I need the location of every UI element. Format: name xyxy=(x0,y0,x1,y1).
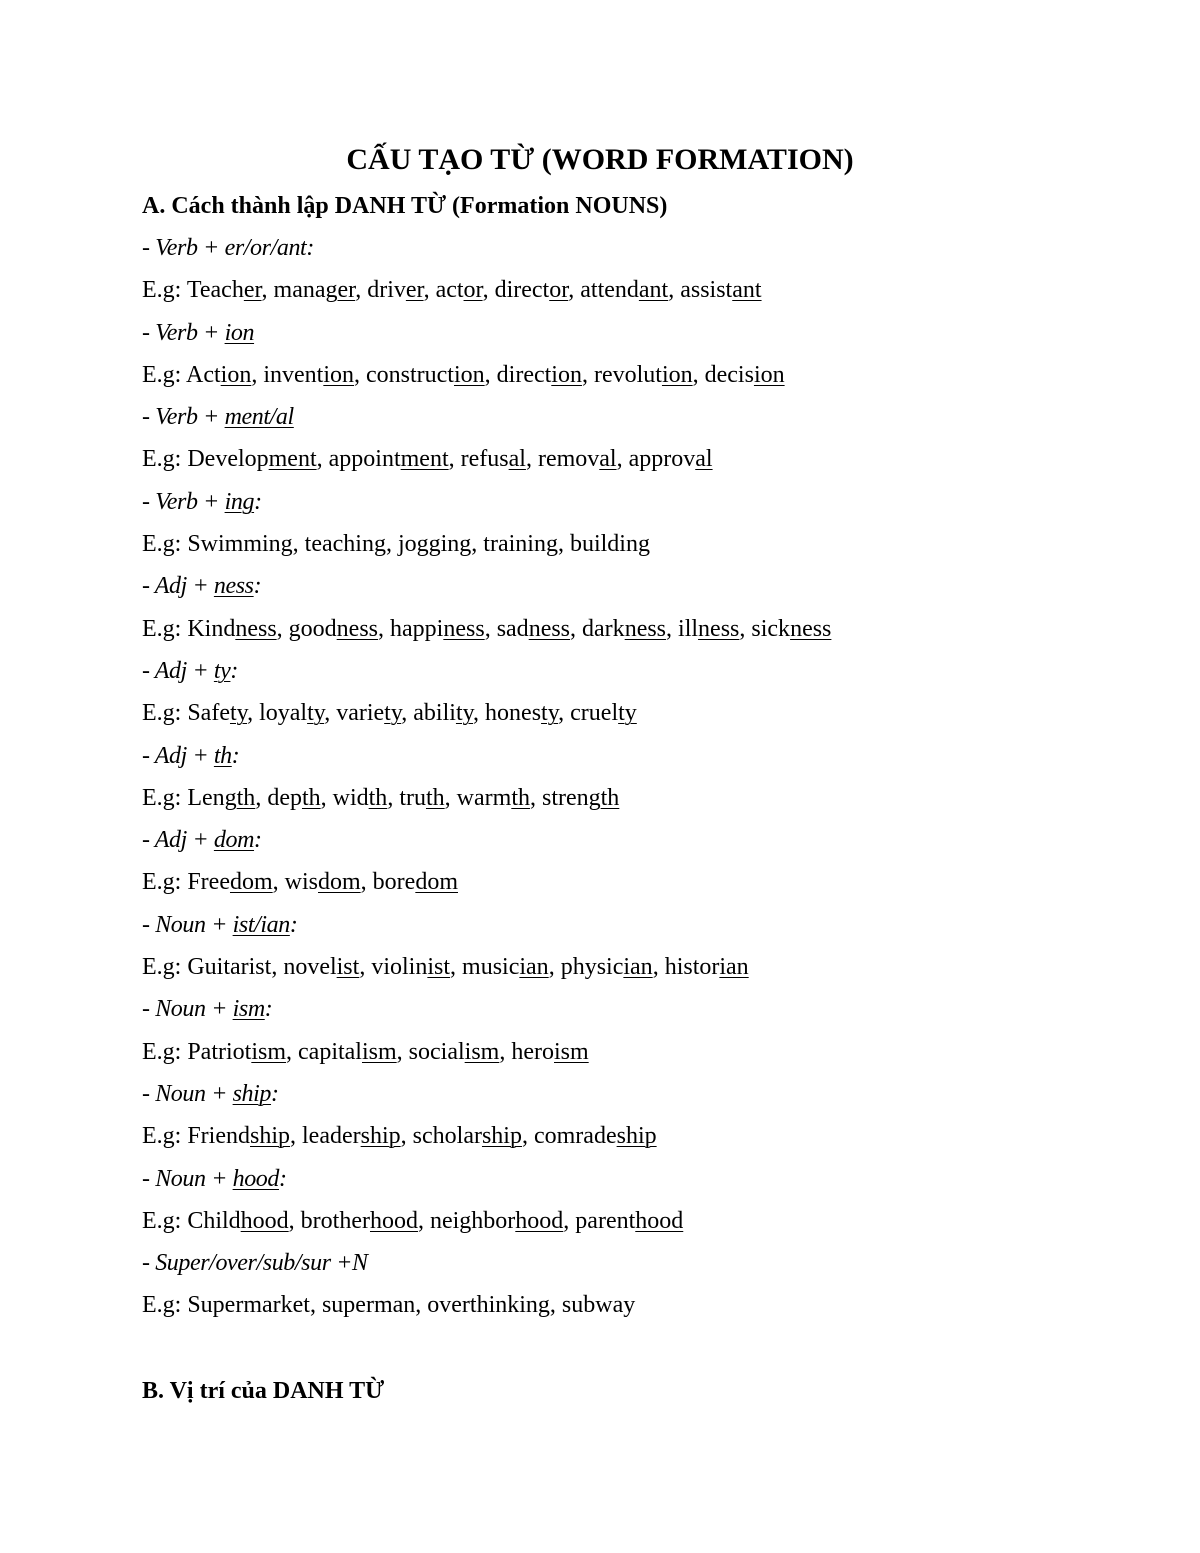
underlined-suffix: ion xyxy=(551,361,582,388)
underlined-suffix: ion xyxy=(323,361,354,388)
underlined-suffix: ism xyxy=(554,1038,589,1065)
underlined-suffix: dom xyxy=(213,827,255,854)
text-fragment: E.g: Patriot xyxy=(142,1038,252,1065)
underlined-suffix: ion xyxy=(453,361,485,388)
text-fragment: , abili xyxy=(401,700,456,727)
text-fragment: E.g: Child xyxy=(142,1207,241,1234)
underlined-suffix: ian xyxy=(623,954,653,981)
formation-rule xyxy=(142,401,1142,443)
example-line xyxy=(142,1289,1142,1331)
formation-list xyxy=(142,232,1142,1332)
example-line xyxy=(142,866,1142,908)
underlined-suffix: ship xyxy=(360,1123,401,1150)
text-fragment: , wid xyxy=(320,784,369,811)
text-fragment: , dep xyxy=(255,784,302,811)
underlined-suffix: ant xyxy=(638,277,669,304)
text-fragment: - Adj + xyxy=(142,827,214,854)
text-fragment: : xyxy=(230,657,239,684)
text-fragment: , varie xyxy=(324,700,385,727)
text-fragment: , wis xyxy=(272,869,318,896)
underlined-suffix: ment xyxy=(400,446,449,473)
text-fragment: , tru xyxy=(387,784,426,811)
example-line xyxy=(142,613,1142,655)
text-fragment: - Noun + xyxy=(142,1080,233,1107)
example-line xyxy=(142,1036,1142,1078)
underlined-suffix: th xyxy=(425,784,445,811)
formation-rule xyxy=(142,909,1142,951)
formation-rule xyxy=(142,317,1142,359)
text-fragment: , bore xyxy=(360,869,416,896)
text-fragment: - Verb + xyxy=(142,319,225,346)
underlined-suffix: ty xyxy=(455,700,474,727)
underlined-suffix: ist xyxy=(336,954,360,981)
underlined-suffix: ness xyxy=(443,615,485,642)
text-fragment: , remov xyxy=(525,446,600,473)
underlined-suffix: ion xyxy=(661,361,693,388)
text-fragment: E.g: Free xyxy=(142,869,230,896)
text-fragment: E.g: Leng xyxy=(142,784,237,811)
example-line xyxy=(142,359,1142,401)
text-fragment: : xyxy=(254,488,262,515)
text-fragment: , scholar xyxy=(400,1123,482,1150)
underlined-suffix: dom xyxy=(415,869,458,896)
underlined-suffix: ism xyxy=(361,1038,397,1065)
page-title: CẤU TẠO TỪ (WORD FORMATION) xyxy=(346,143,854,176)
underlined-suffix: ty xyxy=(307,700,325,727)
text-fragment: , good xyxy=(276,615,337,642)
underlined-suffix: ship xyxy=(616,1123,657,1150)
formation-rule xyxy=(142,486,1142,528)
underlined-suffix: ness xyxy=(336,615,379,642)
text-fragment: , construct xyxy=(354,361,454,388)
underlined-suffix: ness xyxy=(235,615,277,642)
text-fragment: , manag xyxy=(261,277,338,304)
underlined-suffix: dom xyxy=(318,869,361,896)
underlined-suffix: ment/al xyxy=(224,404,294,431)
underlined-suffix: ness xyxy=(624,615,667,642)
underlined-suffix: ion xyxy=(224,319,255,346)
underlined-suffix: ian xyxy=(519,954,549,981)
text-fragment: - Verb + er/or/ant: xyxy=(142,235,314,261)
underlined-suffix: ty xyxy=(618,700,637,727)
underlined-suffix: ness xyxy=(790,615,832,642)
text-fragment: , social xyxy=(396,1038,465,1065)
underlined-suffix: ment xyxy=(268,446,317,473)
text-fragment: - Adj + xyxy=(142,657,214,684)
underlined-suffix: al xyxy=(508,446,526,473)
formation-rule xyxy=(142,1247,1142,1289)
text-fragment: E.g: Develop xyxy=(142,446,269,473)
text-fragment: E.g: Act xyxy=(142,361,221,388)
underlined-suffix: hood xyxy=(635,1207,684,1234)
underlined-suffix: ness xyxy=(213,573,254,600)
underlined-suffix: th xyxy=(301,784,321,811)
underlined-suffix: ty xyxy=(229,700,248,727)
underlined-suffix: ist xyxy=(427,954,451,981)
text-fragment: : xyxy=(289,911,298,938)
text-fragment: E.g: Swimming, teaching, jogging, training, building xyxy=(142,531,650,558)
text-fragment: : xyxy=(231,742,240,769)
formation-rule xyxy=(142,655,1142,697)
underlined-suffix: ion xyxy=(753,361,785,388)
text-fragment: : xyxy=(254,827,262,854)
text-fragment: - Adj + xyxy=(142,742,214,769)
underlined-suffix: al xyxy=(695,446,713,473)
example-line xyxy=(142,782,1142,824)
text-fragment: E.g: Safe xyxy=(142,700,230,727)
text-fragment: , direct xyxy=(482,277,550,304)
text-fragment: : xyxy=(264,996,273,1023)
underlined-suffix: er xyxy=(243,277,262,304)
underlined-suffix: ism xyxy=(464,1038,500,1065)
text-fragment: , neighbor xyxy=(417,1207,516,1234)
text-fragment: , comrade xyxy=(521,1123,617,1150)
underlined-suffix: th xyxy=(213,742,232,769)
example-line xyxy=(142,443,1142,485)
example-line xyxy=(142,951,1142,993)
underlined-suffix: ship xyxy=(481,1123,522,1150)
text-fragment: , parent xyxy=(563,1207,636,1234)
text-fragment: , leader xyxy=(290,1123,361,1150)
text-fragment: , dark xyxy=(570,615,625,642)
text-fragment: E.g: Kind xyxy=(142,615,236,642)
section-a-heading: A. Cách thành lập DANH TỪ (Formation NOUNS) xyxy=(142,193,668,219)
underlined-suffix: al xyxy=(599,446,617,473)
text-fragment: , music xyxy=(450,954,520,981)
text-fragment: , streng xyxy=(529,784,601,811)
underlined-suffix: ness xyxy=(698,615,740,642)
text-fragment: , sick xyxy=(739,615,791,642)
text-fragment: , ill xyxy=(666,615,699,642)
text-fragment: , refus xyxy=(448,446,509,473)
underlined-suffix: hood xyxy=(232,1165,280,1192)
text-fragment: : xyxy=(271,1080,279,1107)
formation-rule xyxy=(142,232,1142,274)
underlined-suffix: or xyxy=(549,277,569,304)
underlined-suffix: hood xyxy=(240,1207,289,1234)
text-fragment: , act xyxy=(423,277,464,304)
text-fragment: , violin xyxy=(359,954,428,981)
formation-rule xyxy=(142,993,1142,1035)
underlined-suffix: th xyxy=(511,784,530,811)
text-fragment: - Noun + xyxy=(142,1165,233,1192)
underlined-suffix: hood xyxy=(515,1207,564,1234)
text-fragment: , hones xyxy=(473,700,542,727)
formation-rule xyxy=(142,1078,1142,1120)
underlined-suffix: ian xyxy=(719,954,749,981)
text-fragment: : xyxy=(253,573,262,600)
underlined-suffix: ness xyxy=(528,615,571,642)
underlined-suffix: ty xyxy=(541,700,559,727)
underlined-suffix: ist/ian xyxy=(232,911,290,938)
underlined-suffix: ship xyxy=(232,1080,272,1107)
formation-rule xyxy=(142,570,1142,612)
section-b-heading: B. Vị trí của DANH TỪ xyxy=(142,1378,385,1404)
underlined-suffix: ism xyxy=(251,1038,287,1065)
underlined-suffix: th xyxy=(600,784,620,811)
text-fragment: - Noun + xyxy=(142,996,233,1023)
underlined-suffix: ant xyxy=(732,277,762,304)
underlined-suffix: ship xyxy=(250,1123,291,1150)
text-fragment: , direct xyxy=(484,361,552,388)
underlined-suffix: hood xyxy=(369,1207,418,1234)
example-line xyxy=(142,528,1142,570)
text-fragment: - Verb + xyxy=(142,404,225,431)
underlined-suffix: ty xyxy=(384,700,402,727)
example-line xyxy=(142,1120,1142,1162)
text-fragment: E.g: Friend xyxy=(142,1123,250,1150)
text-fragment: , invent xyxy=(251,361,324,388)
text-fragment: , loyal xyxy=(247,700,308,727)
underlined-suffix: er xyxy=(337,277,356,304)
text-fragment: , driv xyxy=(355,277,406,304)
text-fragment: , appoint xyxy=(316,446,401,473)
text-fragment: E.g: Guitarist, novel xyxy=(142,954,337,981)
underlined-suffix: ing xyxy=(224,488,255,515)
text-fragment: , capital xyxy=(286,1038,362,1065)
text-fragment: E.g: Supermarket, superman, overthinking, subway xyxy=(142,1292,636,1319)
text-fragment: , happi xyxy=(378,615,444,642)
underlined-suffix: ion xyxy=(220,361,252,388)
text-fragment: , hero xyxy=(499,1038,554,1065)
text-fragment: , cruel xyxy=(558,700,619,727)
formation-rule xyxy=(142,1163,1142,1205)
text-fragment: E.g: Teach xyxy=(142,277,244,304)
text-fragment: , attend xyxy=(568,277,639,304)
underlined-suffix: er xyxy=(405,277,424,304)
underlined-suffix: ty xyxy=(213,657,231,684)
underlined-suffix: th xyxy=(368,784,388,811)
text-fragment: : xyxy=(279,1165,287,1192)
text-fragment: , brother xyxy=(288,1207,370,1234)
text-fragment: - Noun + xyxy=(142,911,233,938)
example-line xyxy=(142,1205,1142,1247)
underlined-suffix: ism xyxy=(232,996,265,1023)
example-line xyxy=(142,274,1142,316)
text-fragment: , decis xyxy=(692,361,754,388)
formation-rule xyxy=(142,824,1142,866)
underlined-suffix: dom xyxy=(229,869,273,896)
text-fragment: , physic xyxy=(548,954,624,981)
text-fragment: - Verb + xyxy=(142,488,225,515)
example-line xyxy=(142,697,1142,739)
text-fragment: , revolut xyxy=(581,361,662,388)
formation-rule xyxy=(142,740,1142,782)
text-fragment: , approv xyxy=(616,446,696,473)
text-fragment: , warm xyxy=(444,784,512,811)
text-fragment: , assist xyxy=(668,277,733,304)
text-fragment: - Adj + xyxy=(142,573,214,600)
underlined-suffix: or xyxy=(463,277,483,304)
underlined-suffix: th xyxy=(236,784,256,811)
text-fragment: - Super/over/sub/sur +N xyxy=(142,1250,368,1277)
text-fragment: , sad xyxy=(484,615,529,642)
text-fragment: , histor xyxy=(652,954,720,981)
